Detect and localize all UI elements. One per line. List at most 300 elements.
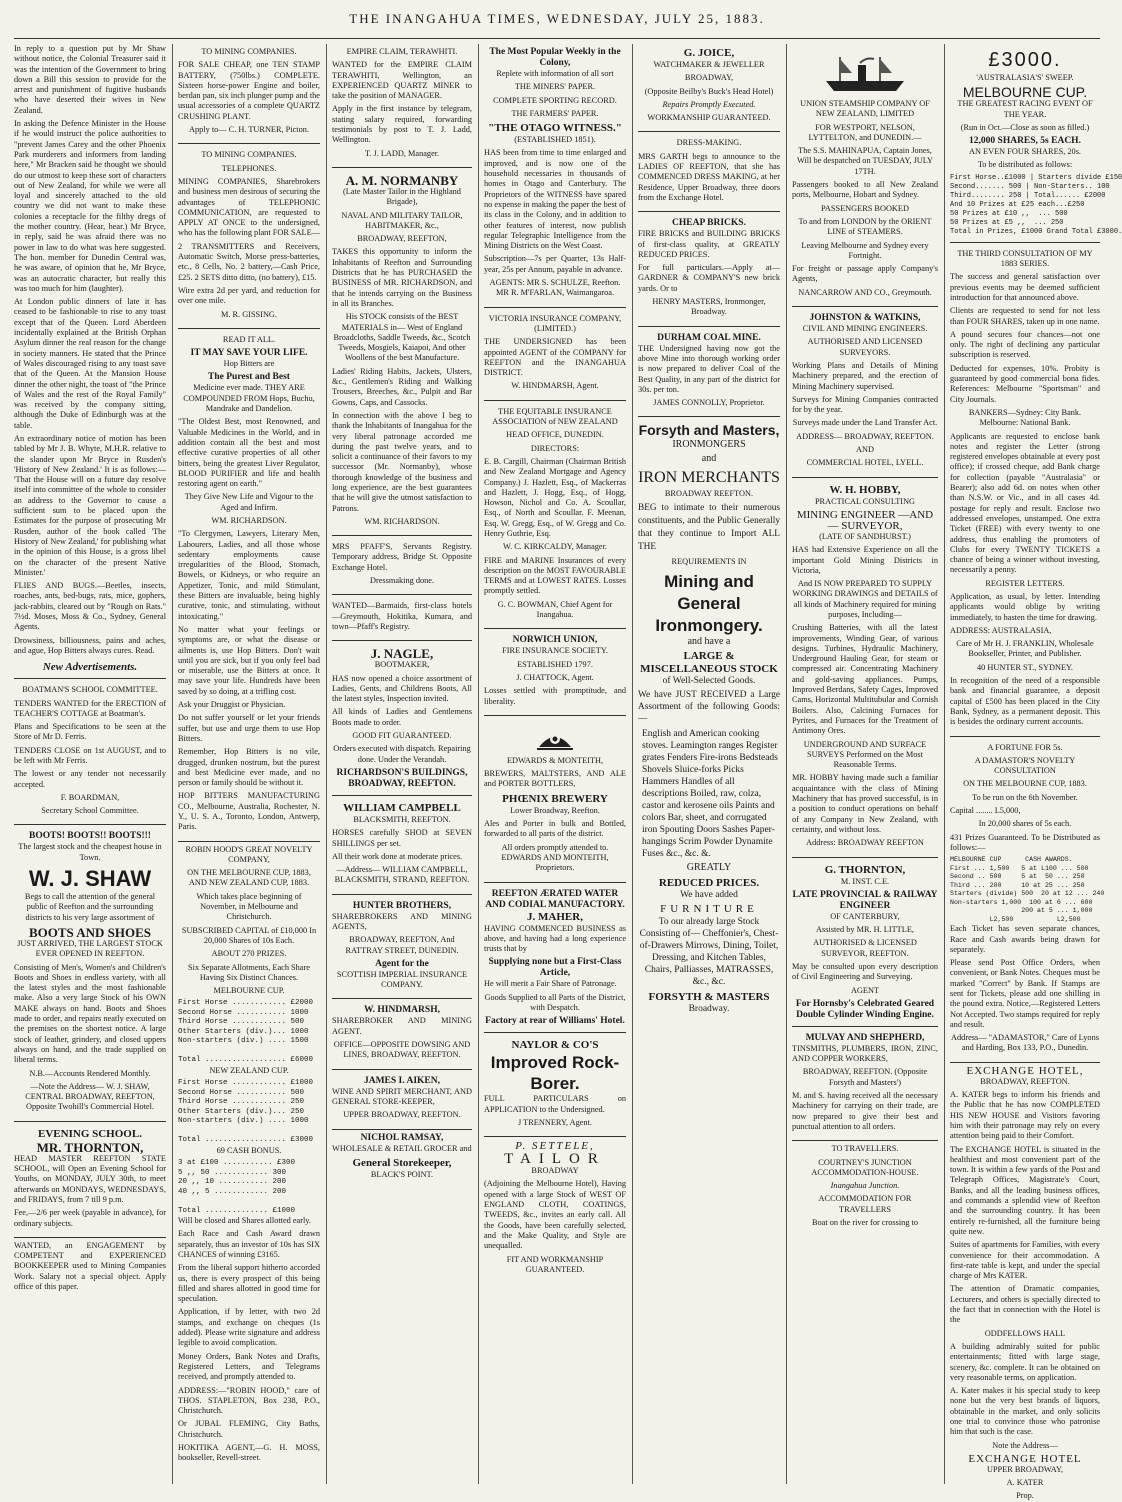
- ad-title: IRON MERCHANTS: [638, 469, 780, 487]
- ad-body: Orders executed with dispatch. Repairing done. Under the Verandah.: [333, 744, 471, 764]
- ad-body: SCOTTISH IMPERIAL INSURANCE COMPANY.: [336, 969, 468, 990]
- advert-empire-claim: [332, 44, 472, 168]
- ad-body: Consisting of Men's, Women's and Children's Boots and Shoes in endless variety, with all the latest styles and the most fashionable make. Also a very large Stock of his OWN MAKE always on hand. Boots and Shoes made to order, and repairs neatly executed on the premises on the shortest notice. A large stock of leather, grindery, and closed uppers always on hand, and the trade supplied on liberal terms.: [14, 962, 166, 1065]
- news-paragraph: At London public dinners of late it has ceased to be fashionable to rise to any toast except that of the Queen. Lord Aberdeen incidentally explained at the British Orphan Asylum dinner the real reason for the change in society manners. He stated that the Prince of Wales discouraged rising to any toast save that of the Queen. At the Mansion House dinner the other night, the toast of "the Prince of Wales and the rest of the Royal Family" was received by the company sitting, although the Duke of Edinburgh was at the table.: [14, 297, 166, 430]
- ad-body: GREATLY: [686, 862, 732, 874]
- ad-body: Dressmaking done.: [369, 576, 435, 586]
- ad-title: WILLIAM CAMPBELL: [343, 801, 461, 814]
- news-paragraph: Drowsiness, billiousness, pains and aches, and ague, Hop Bitters always cures. Read.: [14, 635, 166, 655]
- ad-body: BROADWAY, REEFTON.: [980, 1076, 1070, 1086]
- ad-title: MR. THORNTON,: [36, 1139, 144, 1155]
- ad-signature: A. KATER: [1006, 1478, 1044, 1488]
- ad-body: Six Separate Allotments, Each Share Having Six Distinct Chances.: [188, 962, 310, 982]
- prize-table: First Horse ............ £2000 Second Horse ........... 1000 Third Horse ............ 500 Other Starters (div.)... 1000 Non-starters (div.) .... 1500 Total .................. £6000: [178, 999, 314, 1065]
- ad-body: ADDRESS:—"ROBIN HOOD," care of THOS. STAPLETON, Box 238, P.O., Christchurch.: [178, 1385, 320, 1416]
- advert-campbell: [332, 799, 472, 895]
- ad-subtitle: IRONMONGERS: [672, 439, 746, 451]
- ad-body: A. Kater makes it his special study to keep none but the very best brands of liquors, obtainable in the market, and only solicits one trial to convince those who patronise him that such is the case.: [950, 1386, 1100, 1437]
- ad-title: NICHOL RAMSAY,: [360, 1132, 444, 1143]
- ad-body: HAVING COMMENCED BUSINESS as above, and having had a long experience trusts that by: [484, 923, 626, 954]
- ad-body: 40 HUNTER ST., SYDNEY.: [976, 662, 1074, 672]
- ad-body: SHAREBROKER AND MINING AGENT.: [332, 1016, 472, 1036]
- ad-body: WANTED—Barmaids, first-class hotels—Greymouth, Hokitika, Kumara, and town—Pfaff's Registry.: [332, 601, 472, 631]
- ad-signature: F. BOARDMAN,: [60, 792, 120, 802]
- column-divider: [326, 44, 327, 1484]
- ad-body: Medicine ever made. THEY ARE COMPOUNDED FROM Hops, Buchu, Mandrake and Dandelion.: [183, 383, 315, 414]
- ad-body: In recognition of the need of a responsible bank and financial guarantee, a deposit capital of £500 has been placed in the City Bank, Sydney, as a permanent deposit. This is besides the ordinary current accounts.: [950, 676, 1100, 727]
- column-6: [792, 44, 938, 1484]
- ad-title: W. HINDMARSH,: [364, 1005, 440, 1016]
- ad-body: WINE AND SPIRIT MERCHANT, AND GENERAL STORE-KEEPER,: [332, 1086, 472, 1106]
- ad-title: TO MINING COMPANIES.: [201, 150, 297, 160]
- steamship-icon: [820, 51, 910, 95]
- ad-title: DURHAM COAL MINE.: [657, 332, 761, 343]
- ad-body: UPPER BROADWAY,: [986, 1464, 1064, 1474]
- ad-body: HOKITIKA AGENT,—G. H. MOSS, bookseller, Revell-street.: [178, 1442, 320, 1463]
- ad-body: AN EVEN FOUR SHARES, 20s.: [968, 147, 1082, 157]
- ad-body: Broadway.: [688, 1003, 730, 1014]
- ad-title: LARGE & MISCELLANEOUS STOCK: [640, 649, 778, 675]
- ad-body: Plans and Specifications to be seen at the Store of Mr D. Ferris.: [14, 722, 166, 742]
- advert-edwards: [484, 719, 626, 883]
- advert-shaw: [14, 828, 166, 1121]
- advert-telephones: [178, 147, 320, 328]
- ad-body: From the liberal support hitherto accorded us, there is every prospect of this being filled and shares allotted in good time for speculation.: [178, 1263, 320, 1304]
- advert-battery: [178, 44, 320, 144]
- ad-signature: T. J. LADD, Manager.: [364, 148, 440, 158]
- ad-body: His STOCK consists of the BEST MATERIALS in— West of England Broadcloths, Saddle Tweeds, &c., Scotch Tweeds, Mosgiels, Kaiapoi, And other Woollens of the best Manufacture.: [333, 312, 471, 363]
- ad-signature: G. C. BOWMAN, Chief Agent for Inangahua.: [497, 599, 613, 620]
- ad-body: Fee,—2/6 per week (payable in advance), for ordinary subjects.: [14, 1208, 166, 1228]
- ad-body: Each Ticket has seven separate chances, Race and Cash awards being drawn for separately.: [950, 924, 1100, 954]
- column-divider: [632, 44, 633, 1484]
- ad-body: HEAD OFFICE, DUNEDIN.: [506, 430, 604, 440]
- ad-body: WATCHMAKER & JEWELLER: [653, 60, 765, 69]
- ad-body: FIT AND WORKMANSHIP GUARANTEED.: [506, 1254, 604, 1274]
- ad-body: BOOTMAKER,: [374, 660, 430, 670]
- ad-body: BROADWAY REEFTON.: [664, 489, 754, 499]
- advert-forsyth: [638, 420, 780, 1014]
- ad-title: RICHARDSON'S BUILDINGS, BROADWAY, REEFTON.: [336, 767, 468, 789]
- ad-body: THE Undersigned having now got the above Mine into thorough working order is now prepared to deliver Coal of the Best Quality, in any part of the district for 30s. per ton.: [638, 343, 780, 394]
- prize-table: MELBOURNE CUP CASH AWARDS. First ... 1,500 5 at L100 ... 500 Second .. 500 5 at 50 ... 250 Third ... 200 10 at 25 ... 250 Starters (divide) 500 20 at 12 ... 240 Non-starters 1,000 100 at 6 ... 600 200 at 5 ... 1,000 L2,500 L2,500: [950, 856, 1105, 923]
- ad-title: THE EQUITABLE INSURANCE ASSOCIATION of NEW ZEALAND: [492, 406, 618, 427]
- column-divider: [478, 44, 479, 1484]
- ad-body: All kinds of Ladies and Gentlemens Boots made to order.: [332, 707, 472, 727]
- advert-hindmarsh: [332, 1002, 472, 1069]
- ad-signature: J TRENNERY, Agent.: [518, 1117, 592, 1127]
- ad-title: 12,000 SHARES, 5s EACH.: [969, 136, 1081, 147]
- ad-body: AGENT: [850, 985, 880, 995]
- ad-body: The largest stock and the cheapest house in Town.: [18, 842, 162, 862]
- ad-signature: M. R. GISSING.: [220, 309, 277, 319]
- ad-title: W. J. SHAW: [28, 866, 152, 892]
- ad-body: Passengers booked to all New Zealand ports, Melbourne, Hobart and Sydney.: [792, 180, 938, 200]
- advert-consultation: [950, 246, 1100, 737]
- advert-norwich: [484, 632, 626, 715]
- ad-body: He will merit a Fair Share of Patronage.: [484, 979, 617, 989]
- ad-title: A. M. NORMANBY: [345, 172, 459, 188]
- ad-body: To be run on the 6th November.: [972, 792, 1078, 802]
- ad-body: Remember, Hop Bitters is no vile, drugged, drunken nostrum, but the purest and best Medicine ever made, and no person or family should be without it.: [178, 747, 320, 788]
- ad-signature: WM. RICHARDSON.: [364, 516, 440, 526]
- masthead-rule: [14, 38, 1100, 39]
- ad-body: Each Race and Cash Award drawn separately, thus an investor of 10s has SIX CHANCES of winning £3165.: [178, 1229, 320, 1259]
- ad-title: Ironmongery.: [655, 615, 763, 635]
- advert-courtney: [792, 1144, 938, 1228]
- ad-title: NORWICH UNION,: [512, 635, 598, 646]
- ad-title: JOHNSTON & WATKINS,: [809, 313, 921, 324]
- ad-body: Leaving Melbourne and Sydney every Fortnight.: [801, 240, 929, 260]
- advert-otago-witness: [484, 44, 626, 308]
- advert-normanby: [332, 171, 472, 536]
- column-divider: [944, 44, 945, 1484]
- ad-title: The Purest and Best: [208, 372, 290, 383]
- ad-body: To and from LONDON by the ORIENT LINE of STEAMERS.: [798, 216, 932, 237]
- ad-body: In 20,000 shares of 5s each.: [978, 819, 1072, 829]
- ad-body: HAS now opened a choice assortment of Ladies, Gents, and Childrens Boots, All the latest styles, Inspection invited.: [332, 673, 472, 704]
- ad-title: ABOUT 270 PRIZES.: [211, 949, 287, 959]
- ad-body: (Adjoining the Melbourne Hotel), Having opened with a large Stock of WEST OF ENGLAND CLOTH, COATINGS, TWEEDS, &c., invites an early call. All the Goods, have been carefully selected, and the Make Quality, and Style are unequalled.: [484, 1179, 626, 1251]
- ad-body: Ask your Druggist or Physician.: [178, 700, 286, 710]
- advert-hobby: [792, 481, 938, 858]
- ad-title: THE THIRD CONSULTATION OF MY 1883 SERIES.: [957, 248, 1093, 269]
- ad-body: N.B.—Accounts Rendered Monthly.: [29, 1068, 151, 1078]
- ad-body: 2 TRANSMITTERS and Receivers, Automatic Switch, Morse press-batteries, etc., 8 Cells, No. 2 battery,—Cash Price, £25. 2 SETS ditto ditto, (no battery), £15.: [178, 241, 320, 282]
- ad-body: W. C. KIRKCALDY, Manager.: [503, 542, 607, 552]
- ad-body: A pound secures four chances—not one only. The right of declining any particular subscription is reserved.: [950, 329, 1100, 360]
- news-paragraph: An extraordinary notice of motion has been tabled by Mr J. B. Whyte, M.H.R. relative to the slander upon Mr Bryce in Rusden's 'History of New Zealand.' It is as follows:— 'That the House will on a future day resolve itself into committee of the whole to consider an address to the Governor to cause a sufficient sum to be placed upon the Estimates for the purpose of prosecuting Mr Rusden, author of the book called 'The History of New Zealand,' for publishing what in the opinion of this House, is a gross libel on the character of the present Native Minister.': [14, 433, 166, 577]
- advert-exchange-hotel: [950, 1066, 1100, 1502]
- advert-durham: [638, 330, 780, 418]
- ad-body: ADDRESS— BROADWAY, REEFTON.: [796, 431, 934, 441]
- masthead: THE INANGAHUA TIMES, WEDNESDAY, JULY 25, 1883.: [349, 11, 765, 26]
- ad-body: The attention of Dramatic companies, Lecturers, and others is specially directed to the fact that in connection with the Hotel is the: [950, 1284, 1100, 1325]
- ad-body: Surveys for Mining Companies contracted for by the year.: [792, 394, 938, 415]
- ad-subtitle: THE FARMERS' PAPER.: [511, 108, 599, 118]
- column-divider: [786, 44, 787, 1484]
- ad-title: A FORTUNE FOR 5s.: [987, 742, 1063, 752]
- advert-robin-hood: [178, 845, 320, 1464]
- advert-australasia: [950, 44, 1122, 243]
- ad-body: Surveys made under the Land Transfer Act.: [792, 418, 938, 428]
- ad-body: Suites of apartments for Families, with every convenience for their accommodation. A first-rate table is kept, and under the special charge of Mrs KATER.: [950, 1240, 1100, 1281]
- ad-body: UNDERGROUND AND SURFACE SURVEYS Performed on the Most Reasonable Terms.: [803, 739, 927, 770]
- ad-body: M. INST. C.E.: [840, 876, 890, 886]
- ad-title: EMPIRE CLAIM, TERAWHITI.: [346, 47, 458, 56]
- ad-body: COURTNEY'S JUNCTION ACCOMMODATION-HOUSE.: [811, 1157, 919, 1177]
- ad-body: HAS been from time to time enlarged and improved, and is now one of the household necessaries in thousands of homes in Otago and Canterbury. The Proprietors of the WITNESS have spared no expense in making the paper the best of its class in the Colony, and in addition to other features of interest, now publish regular Telegraphic Intelligence from the Mining Districts on the West Coast.: [484, 148, 626, 251]
- advert-thornton: [792, 861, 938, 1027]
- ad-body: To be distributed as follows:: [977, 160, 1073, 170]
- ad-title: FURNITURE: [660, 902, 758, 915]
- ad-title: TO TRAVELLERS.: [831, 1144, 899, 1154]
- ad-body: THE UNDERSIGNED has been appointed AGENT of the COMPANY for REEFTON and the INANGAHUA DISTRICT.: [484, 337, 626, 378]
- ad-body: Begs to call the attention of the general public of Reefton and the surrounding districts to his very large assortment of: [24, 892, 156, 922]
- ad-body: Care of Mr H. J. FRANKLIN, Wholesale Bookseller, Printer, and Publisher.: [956, 639, 1094, 659]
- ad-body: For full particulars.—Apply at— GARDNER & COMPANY'S new brick yards. Or to: [638, 263, 780, 293]
- ad-body: A building admirably suited for public entertainments; fitted with large stage, scenery, &c. complete. It can be obtained on very reasonable terms, on application.: [950, 1341, 1100, 1382]
- ad-title: JAMES I. AIKEN,: [363, 1075, 440, 1086]
- ad-body: —Note the Address— W. J. SHAW, CENTRAL BROADWAY, REEFTON, Opposite Twohill's Commercial Hotel.: [25, 1081, 155, 1112]
- advert-adamastor: [950, 740, 1105, 1063]
- ad-title: MINING ENGINEER —AND— SURVEYOR,: [796, 508, 934, 532]
- ad-title: BOOTS AND SHOES: [28, 924, 152, 940]
- ad-title: FORSYTH & MASTERS: [648, 990, 770, 1003]
- ad-body: FOR SALE CHEAP, one TEN STAMP BATTERY, (750lbs.) COMPLETE. Sixteen horse-power Engine and boiler, berdan pan, six inch plunger pump and the usual accessories of a complete QUARTZ CRUSHING PLANT.: [178, 60, 320, 121]
- ad-body: A. KATER begs to inform his friends and the Public that he has now COMPLETED HIS NEW HOUSE and Visitors favoring him with their patronage may rely on every attention being paid to their Comfort.: [950, 1090, 1100, 1141]
- ad-title: REDUCED PRICES.: [658, 876, 760, 889]
- ad-body: No matter what your feelings or symptoms are, or what the disease or ailments is, use Hop Bitters. Don't wait until you are sick, but if you only feel bad or miserable, use the Bitters at once. It may save your life. Hundreds have been saved by so doing, at a trifling cost.: [178, 624, 320, 696]
- ad-body: THE GREATEST RACING EVENT OF THE YEAR.: [957, 99, 1093, 119]
- ad-body: TINSMITHS, PLUMBERS, IRON, ZINC, AND COPPER WORKERS,: [792, 1043, 938, 1064]
- ad-title: NAYLOR & CO'S: [511, 1039, 599, 1052]
- ad-body: Assisted by MR. H. LITTLE,: [816, 925, 914, 935]
- ad-title: ROBIN HOOD'S GREAT NOVELTY COMPANY,: [185, 844, 313, 864]
- ad-title: BOATMAN'S SCHOOL COMMITTEE.: [22, 685, 158, 695]
- ad-body: Ladies' Riding Habits, Jackets, Ulsters, &c., Gentlemen's Riding and Walking Trousers, Breeches, &c., Pulpit and Bar Gowns, Caps, and Cassocks.: [332, 366, 472, 407]
- ad-title: EXCHANGE HOTEL: [968, 1452, 1082, 1465]
- ad-body: Note the Address—: [992, 1440, 1058, 1450]
- ad-title: A DAMASTOR'S NOVELTY CONSULTATION: [974, 755, 1076, 776]
- ad-title: The Most Popular Weekly in the Colony,: [489, 47, 621, 68]
- ad-title: EXCHANGE HOTEL,: [966, 1064, 1084, 1077]
- column-7: [950, 44, 1122, 1501]
- ad-title: PHŒNIX BREWERY: [502, 792, 608, 805]
- ad-body: Goods Supplied to all Parts of the District, with Despatch.: [484, 992, 626, 1012]
- ad-body: PRACTICAL CONSULTING: [814, 496, 916, 506]
- ad-body: Which takes place beginning of November, in Melbourne and Christchurch.: [196, 891, 302, 922]
- ad-body: Inangahua Junction.: [830, 1181, 900, 1191]
- ad-body: May be consulted upon every description of Civil Engineering and Surveying.: [792, 962, 938, 982]
- ad-body: REQUIREMENTS IN: [671, 557, 747, 567]
- ad-body: Please send Post Office Orders, when convenient, or Bank Notes. Cheques must be marked "Correct" by Bank. If Stamps are sent for Tickets, please add one shilling in the pound extra. Notice,—Registered Letters Not Accepted. Two stamps required for reply and result.: [950, 958, 1100, 1029]
- prize-table: First Horse..£1000 | Starters divide £150 Second....... 500 | Non-Starters.. 100 Third........ 250 | Total...... £2000 And 10 Prizes at £25 each...£250 50 Prizes at £10 ,, ... 500 50 Prizes at £5 ,, ... 250 Total in Prizes, £1000 Grand Total £3000.: [950, 173, 1122, 236]
- ad-body: E. B. Cargill, Chairman (Chairman British and New Zealand Mortgage and Agency Company.) J. Hazlett, Esq., of Mackerras and Hazlett, J. Hogg, Esq., of Hogg, Howson, Nichol and Co. A. Scoullar, Esq., of North and Scoullar. F. Meenan, Esq. W. Gregg, Esq., of W. Gregg and Co. Henry Guthrie, Esq.: [484, 456, 626, 538]
- ad-body: CIVIL AND MINING ENGINEERS.: [802, 324, 928, 334]
- ad-title: Mining and General: [664, 571, 754, 613]
- prize-table: First Horse ............ £1000 Second Horse ........... 500 Third Horse ............ 250 Other Starters (div.)... 250 Non-starters (div.) .... 1000 Total .................. £3000: [178, 1079, 314, 1145]
- ad-title: LATE PROVINCIAL & RAILWAY ENGINEER: [792, 889, 938, 911]
- ad-body: BLACK'S POINT.: [370, 1169, 434, 1179]
- advert-bricks: [638, 215, 780, 326]
- ad-body: Address: BROADWAY REEFTON: [806, 838, 924, 848]
- ad-title: VICTORIA INSURANCE COMPANY, (LIMITED.): [488, 313, 622, 333]
- advert-hop-bitters: [178, 332, 320, 842]
- ad-body: AUTHORISED AND LICENSED SURVEYORS.: [807, 337, 923, 357]
- ad-body: MRS GARTH begs to announce to the LADIES OF REEFTON, that she has COMMENCED DRESS MAKING, at her Residence, Upper Broadway, three doors from the Exchange Hotel.: [638, 151, 780, 202]
- ad-body: AUTHORISED & LICENSED SURVEYOR, REEFTON.: [813, 938, 917, 958]
- ad-body: (ESTABLISHED 1851).: [514, 135, 596, 145]
- ad-title: For Hornsby's Celebrated Geared Double Cylinder Winding Engine.: [795, 998, 935, 1020]
- ad-body: of Well-Selected Goods.: [662, 675, 756, 686]
- ad-signature: J. CHATTOCK, Agent.: [516, 672, 594, 682]
- ad-body: Money Orders, Bank Notes and Drafts, Registered Letters, and Telegrams received, and promptly attended to.: [178, 1351, 320, 1382]
- ad-title: MULVAY AND SHEPHERD,: [805, 1032, 925, 1043]
- ad-body: WHOLESALE & RETAIL GROCER and: [332, 1143, 472, 1153]
- ad-body: Clients are requested to send for not less than FOUR SHARES, taken up in one name.: [950, 306, 1100, 326]
- ad-body: Applicants are requested to enclose bank notes and register the Letter (strong registered envelopes obtainable at every post office); if crossed cheque, add Bank charge for collection (payable "Australasia" or Bearer); also add 6d. on notes when other than N.S.W. or Vic., and in all cases 4d. postage for reply and result. Enclose two addressed envelopes, unstamped. One extra Ticket (FREE) with every twenty to one address, thus enabling the promoters of Clubs for every TWENTY TICKETS a chance of being a winner without investing, necessarily a penny.: [950, 431, 1100, 575]
- ad-body: Deducted for expenses, 10%. Probity is guaranteed by good commercial bona fides. References: Melbourne "Sportsman" and City Journals.: [950, 363, 1100, 404]
- ad-body: and have a: [687, 635, 731, 647]
- ad-subtitle: PASSENGERS BOOKED: [821, 203, 909, 213]
- ad-signature: Secretary School Committee.: [41, 806, 139, 816]
- ad-subtitle: NEW ZEALAND CUP.: [209, 1065, 289, 1075]
- column-divider: [172, 44, 173, 1484]
- ad-title: MELBOURNE CUP.: [962, 84, 1088, 101]
- ad-body: (LATE OF SANDHURST.): [819, 531, 911, 541]
- ad-subtitle: MELBOURNE CUP.: [213, 986, 285, 996]
- ad-body: Subscription—7s per Quarter, 13s Half-year, 25s per Annum, payable in advance.: [484, 254, 626, 274]
- ad-body: FIRE BRICKS and BUILDING BRICKS of first-class quality, at GREATLY REDUCED PRICES.: [638, 229, 780, 259]
- ad-title: General Storekeeper,: [352, 1156, 452, 1169]
- ad-body: Ales and Porter in bulk and Bottled, forwarded to all parts of the district.: [484, 819, 626, 839]
- news-paragraph: In asking the Defence Minister in the House if he would instruct the police authorities to "prevent James Carey and the other Phoenix Park murderers and informers from landing here," Mr Bracken said he thought we should do our utmost to keep these sort of characters out of New Zealand, for while we were all loyal and sincerely attached to the old country we did not want to make these colonies a receptacle for the filthy dregs of the mother country. (Hear, hear.) Mr Bryce, in reply, said he was afraid there was no power in law to do what was here suggested. The hon. member for Dunedin Central was, he was aware, of opinion that he, Mr Bryce, was an autocratic character, but really this was too much for him (laughter).: [14, 119, 166, 293]
- ad-title: £3000.: [988, 49, 1062, 71]
- ad-body: All orders promptly attended to. EDWARDS AND MONTEITH, Proprietors.: [501, 842, 609, 873]
- ad-body: AND: [856, 445, 874, 455]
- ad-body: Wire extra 2d per yard, and reduction for over one mile.: [178, 285, 320, 306]
- ad-body: BREWERS, MALTSTERS, AND ALE and PORTER BOTTLERS,: [484, 769, 626, 789]
- ad-title: EVENING SCHOOL.: [38, 1127, 142, 1140]
- ad-title: Supplying none but a First-Class Article,: [488, 957, 622, 979]
- ad-title: Factory at rear of Williams' Hotel.: [485, 1016, 625, 1027]
- ad-body: WORKMANSHIP GUARANTEED.: [647, 113, 771, 123]
- ad-body: BROADWAY: [531, 1166, 579, 1176]
- ad-body: GOOD FIT GUARANTEED.: [352, 731, 452, 741]
- ad-title: J. NAGLE,: [370, 646, 434, 662]
- ad-body: BROADWAY,: [684, 73, 734, 83]
- advert-ramsay: [332, 1133, 472, 1181]
- ad-body: BANKERS—Sydney: City Bank. Melbourne: National Bank.: [968, 407, 1082, 428]
- ad-title: DRESS-MAKING.: [676, 138, 742, 148]
- ad-body: They Give New Life and Vigour to the Aged and Infirm.: [184, 492, 314, 512]
- ad-body: (Run in Oct.—Close as soon as filled.): [960, 122, 1090, 132]
- ad-body: Capital ........ L5,000,: [950, 806, 1021, 816]
- ad-title: EDWARDS & MONTEITH,: [506, 755, 604, 765]
- ad-title: BOOTS! BOOTS!! BOOTS!!!: [29, 831, 151, 842]
- ad-body: All their work done at moderate prices.: [332, 851, 463, 861]
- crest-emblem-icon: [535, 725, 575, 753]
- ad-body: HEAD MASTER REEFTON STATE SCHOOL, will Open an Evening School for Youths, on MONDAY, JULY 30th, to meet afterwards on MONDAYS, WEDNESDAYS, and FRIDAYS, from 7 till 9 p.m.: [14, 1153, 166, 1204]
- ad-body: Prop.: [1016, 1491, 1034, 1501]
- ad-body: ON THE MELBOURNE CUP, 1883.: [963, 779, 1087, 789]
- ad-body: ESTABLISHED 1797.: [517, 659, 593, 669]
- ad-body: BROADWAY, REEFTON,: [357, 234, 447, 244]
- ad-body: And IS NOW PREPARED TO SUPPLY WORKING DRAWINGS and DETAILS of all kinds of Machinery required for mining purposes, Including—: [792, 579, 938, 619]
- advert-equitable: [484, 404, 626, 630]
- ad-body: COMMERCIAL HOTEL, LYELL.: [806, 458, 924, 468]
- ad-body: Losses settled with promptitude, and liberality.: [484, 686, 626, 706]
- ad-body: AGENTS: MR S. SCHULZE, Reefton. MR R. M'FARLAN, Waimangaroa.: [489, 278, 621, 298]
- ad-signature: NANCARROW AND CO., Greymouth.: [798, 287, 932, 297]
- ad-body: HOP BITTERS MANUFACTURING CO., Melbourne, Australia, Rochester, N. Y., U. S. A., Toronto, London, Antwerp, Paris.: [178, 791, 320, 832]
- ad-signature: WM. RICHARDSON.: [211, 515, 287, 525]
- ad-title: CHEAP BRICKS.: [672, 218, 746, 229]
- advert-barmaids: [332, 598, 472, 641]
- ad-title: IT MAY SAVE YOUR LIFE.: [190, 348, 308, 359]
- ad-body: Or JUBAL FLEMING, City Baths, Christchurch.: [178, 1419, 320, 1439]
- ad-body: The S.S. MAHINAPUA, Captain Jones, Will be despatched on TUESDAY, JULY 17TH.: [796, 146, 934, 176]
- advert-maher: [484, 886, 626, 1034]
- advert-pfaff: [332, 539, 472, 595]
- ad-body: OF CANTERBURY,: [830, 911, 900, 921]
- ad-body: Apply in the first instance by telegram, stating salary required, forwarding testimonials by post to T. J. Ladd, Wellington.: [332, 104, 472, 145]
- advert-evening-school: [14, 1125, 166, 1238]
- ad-body: SHAREBROKERS AND MINING AGENTS,: [332, 911, 472, 931]
- news-paragraph: In reply to a question put by Mr Shaw without notice, the Colonial Treasurer said it was the intention of the Government to bring down a Bill this session to provide for the arrest and punishment of fugitive husbands who have deserted their wives in New Zealand.: [14, 44, 166, 115]
- advert-union-steamship: [792, 44, 938, 307]
- ad-body: HORSES carefully SHOD at SEVEN SHILLINGS per set.: [332, 828, 472, 848]
- ad-body: 431 Prizes Guaranteed. To be Distributed as follows:—: [950, 832, 1100, 852]
- ad-body: BEG to intimate to their numerous constituents, and the Public Generally that they continue to Import ALL THE: [638, 503, 780, 553]
- ad-body: FIRE and MARINE Insurances of every description on the MOST FAVOURABLE TERMS and at LOWEST RATES. Losses promptly settled.: [484, 555, 626, 596]
- advert-nagle: [332, 644, 472, 796]
- ad-body: TAKES this opportunity to inform the Inhabitants of Reefton and Surrounding Districts that he has PURCHASED the BUSINESS of MR. RICHARDSON, and that he intends carrying on the Business in all its Branches.: [332, 247, 472, 308]
- ad-body: Working Plans and Details of Mining Machinery prepared, and the erection of Mining Machinery supervised.: [792, 360, 938, 391]
- ad-title: G. THORNTON,: [824, 863, 906, 876]
- ad-body: FULL PARTICULARS on APPLICATION to the Undersigned.: [484, 1094, 626, 1114]
- ad-body: Will be closed and Shares allotted early.: [178, 1216, 311, 1226]
- ad-body: BROADWAY, REEFTON. (Opposite Forsyth and Masters'): [802, 1067, 928, 1087]
- advert-aiken: [332, 1073, 472, 1130]
- ad-body: MINING COMPANIES, Sharebrokers and business men desirous of securing the advantages of TELEPHONIC COMMUNICATION, are requested to APPLY AT ONCE to the undersigned, who has the following plant FOR SALE—: [178, 176, 320, 238]
- advert-johnston-watkins: [792, 310, 938, 478]
- ad-body: FIRE INSURANCE SOCIETY.: [502, 646, 608, 656]
- ad-body: and: [701, 452, 717, 464]
- ad-body: English and American cooking stoves. Leamington ranges Register grates Fenders Fire-irons Bedsteads Shovels Sluice-forks Picks Hammers Handles of all descriptions Boiled, raw, colza, castor and kerosene oils Paints and colors Bar, sheet, and corrugated iron Spouting Doors Sashes Paper-hangings Scrim Powder Dynamite Fuses &c., &c. &.: [642, 729, 778, 860]
- ad-body: FOR WESTPORT, NELSON, LYTTELTON, and DUNEDIN.—: [808, 122, 922, 142]
- ad-title: P. SETTELE,: [515, 1140, 595, 1153]
- ad-title: G. JOICE,: [683, 47, 735, 59]
- ad-body: In connection with the above I beg to thank the Inhabitants of Inangahua for the very liberal patronage accorded me during the past twelve years, and to solicit a continuance of their favors to my successor (Mr. Normanby), whose thorough knowledge of the business and long experience, are the best guarantees that he will give the utmost satisfaction to Patrons.: [332, 410, 472, 513]
- ad-body: ACCOMMODATION FOR TRAVELLERS: [818, 1194, 912, 1214]
- ad-body: Replete with information of all sort: [496, 69, 614, 78]
- ad-body: For freight or passage apply Company's Agents,: [792, 264, 938, 284]
- ad-title: W. H. HOBBY,: [829, 483, 901, 496]
- ad-body: WANTED, an ENGAGEMENT by COMPETENT and EXPERIENCED BOOKKEEPER used to Mining Companies Work. Salary not a special object. Apply office of this paper.: [14, 1240, 166, 1291]
- ad-body: UPPER BROADWAY, REEFTON.: [343, 1110, 461, 1120]
- ad-body: TENDERS CLOSE on 1st AUGUST, and to be left with Mr Ferris.: [14, 745, 166, 765]
- ad-body: Apply to— C. H. TURNER, Picton.: [189, 125, 309, 135]
- ad-body: ADDRESS: AUSTRALASIA,: [950, 625, 1052, 635]
- ad-body: We have JUST RECEIVED a Large Assortment of the following Goods:—: [638, 690, 780, 725]
- column-2: [178, 44, 320, 1484]
- ad-body: Application, if by letter, with two 2d stamps, and exchange on cheques (1s added). Please write signature and address legible to avoid complication.: [178, 1307, 320, 1348]
- ad-body: ON THE MELBOURNE CUP, 1883, AND NEW ZEALAND CUP, 1883.: [187, 868, 311, 888]
- ad-body: HAS had Extensive Experience on all the important Gold Mining Districts in Victoria,: [792, 545, 938, 575]
- column-4: [484, 44, 626, 1484]
- ad-title: Improved Rock-Borer.: [490, 1053, 620, 1094]
- ad-body: "The Oldest Best, most Renowned, and Valuable Medicines in the World, and in addition contain all the best and most effective curative properties of all other bitters, being the greatest Liver Regulator, BLOOD PURIFIER and life and health restoring agent on earth.": [178, 417, 320, 489]
- ad-body: Do not suffer yourself or let your friends suffer, but use and urge them to use Hop Bitters.: [178, 713, 320, 743]
- ad-title: HUNTER BROTHERS,: [352, 900, 452, 911]
- ad-title: Agent for the: [375, 958, 429, 969]
- ad-signature: HENRY MASTERS, Ironmonger, Broadway.: [652, 297, 766, 317]
- ad-body: —Address— WILLIAM CAMPBELL, BLACKSMITH, STRAND, REEFTON.: [334, 865, 470, 885]
- ad-subtitle: REGISTER LETTERS.: [985, 578, 1065, 588]
- ad-body: BROADWAY, REEFTON, And RATTRAY STREET, DUNEDIN.: [345, 935, 459, 955]
- advert-victoria: [484, 311, 626, 401]
- advert-naylor: [484, 1036, 626, 1137]
- ad-body: Application, as usual, by letter. Intending applicants would oblige by writing immediately, to hasten the time for drawing.: [950, 591, 1100, 622]
- advert-joice: [638, 44, 780, 132]
- column-3: [332, 44, 472, 1484]
- ad-title: UNION STEAMSHIP COMPANY OF NEW ZEALAND, LIMITED: [800, 99, 930, 119]
- ad-body: To our already large Stock Consisting of— Cheffonier's, Chest-of-Drawers Mirrows, Dining, Toilet, Dressing, and Kitchen Tables, Chairs, Palliasses, MATRASSES, &c., &c.: [639, 916, 779, 987]
- ad-body: MRS PFAFF'S, Servants Registry. Temporary address, Bridge St. Opposite Exchange Hotel.: [332, 542, 472, 572]
- ad-subtitle: THE MINERS' PAPER.: [514, 82, 596, 92]
